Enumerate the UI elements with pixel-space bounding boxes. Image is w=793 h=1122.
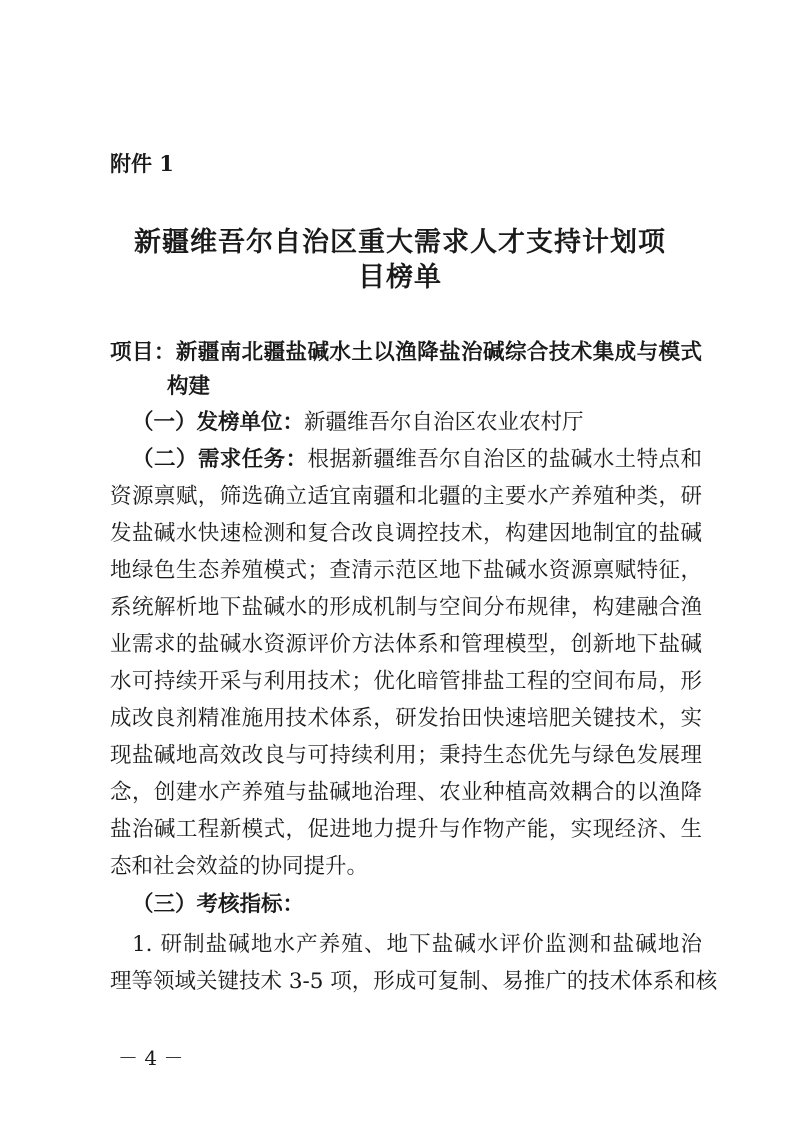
body-line-text: 根据新疆维吾尔自治区的盐碱水土特点和 — [307, 447, 702, 472]
body-line-heading: 项目：新疆南北疆盐碱水土以渔降盐治碱综合技术集成与模式 — [110, 340, 702, 365]
body-line-text: 理等领域关键技术 3-5 项，形成可复制、易推广的技术体系和核 — [110, 969, 718, 994]
body-line — [110, 741, 702, 771]
body-line — [110, 815, 702, 845]
body-line-text: 系统解析地下盐碱水的形成机制与空间分布规律，构建融合渔 — [110, 595, 702, 620]
body-line — [110, 338, 702, 368]
body-line — [110, 519, 702, 549]
body-line — [110, 704, 702, 734]
body-line-text: 盐治碱工程新模式，促进地力提升与作物产能，实现经济、生 — [110, 817, 702, 842]
body-line — [110, 778, 702, 808]
body-line — [167, 372, 702, 402]
body-line-text: 成改良剂精准施用技术体系，研发抬田快速培肥关键技术，实 — [110, 706, 702, 731]
body-line-text: 资源禀赋，筛选确立适宜南疆和北疆的主要水产养殖种类，研 — [110, 484, 702, 509]
body-line-heading: （三）考核指标： — [132, 892, 305, 917]
body-line-text: 1. 研制盐碱地水产养殖、地下盐碱水评价监测和盐碱地治 — [132, 932, 702, 957]
attachment-label: 附件 1 — [110, 151, 174, 176]
body-line-text: 水可持续开采与利用技术；优化暗管排盐工程的空间布局，形 — [110, 669, 702, 694]
body-line — [110, 556, 702, 586]
body-line-text: 态和社会效益的协同提升。 — [110, 854, 369, 879]
body-line-text: 地绿色生态养殖模式；查清示范区地下盐碱水资源禀赋特征， — [110, 558, 702, 583]
body-line-text: 念，创建水产养殖与盐碱地治理、农业种植高效耦合的以渔降 — [110, 780, 702, 805]
body-line-text: 新疆维吾尔自治区农业农村厅 — [304, 410, 584, 435]
body-line-text: 业需求的盐碱水资源评价方法体系和管理模型，创新地下盐碱 — [110, 632, 702, 657]
body-line — [110, 852, 702, 882]
body-line-heading: （二）需求任务： — [132, 447, 308, 472]
body-line — [132, 408, 702, 438]
body-line — [110, 667, 702, 697]
body-line — [132, 930, 702, 960]
body-line-text: 发盐碱水快速检测和复合改良调控技术，构建因地制宜的盐碱 — [110, 521, 702, 546]
body-line-heading: （一）发榜单位： — [132, 410, 305, 435]
body-line — [110, 630, 702, 660]
body-line-text: 现盐碱地高效改良与可持续利用；秉持生态优先与绿色发展理 — [110, 743, 702, 768]
document-title-line-1: 新疆维吾尔自治区重大需求人才支持计划项 — [134, 227, 666, 258]
body-line — [132, 445, 702, 475]
page-number: － 4 － — [118, 1046, 184, 1070]
body-line — [110, 967, 718, 997]
body-line-heading: 构建 — [167, 374, 211, 399]
body-line — [110, 593, 702, 623]
body-line — [110, 482, 702, 512]
document-title-line-2: 目榜单 — [358, 262, 442, 293]
body-line — [132, 890, 702, 920]
